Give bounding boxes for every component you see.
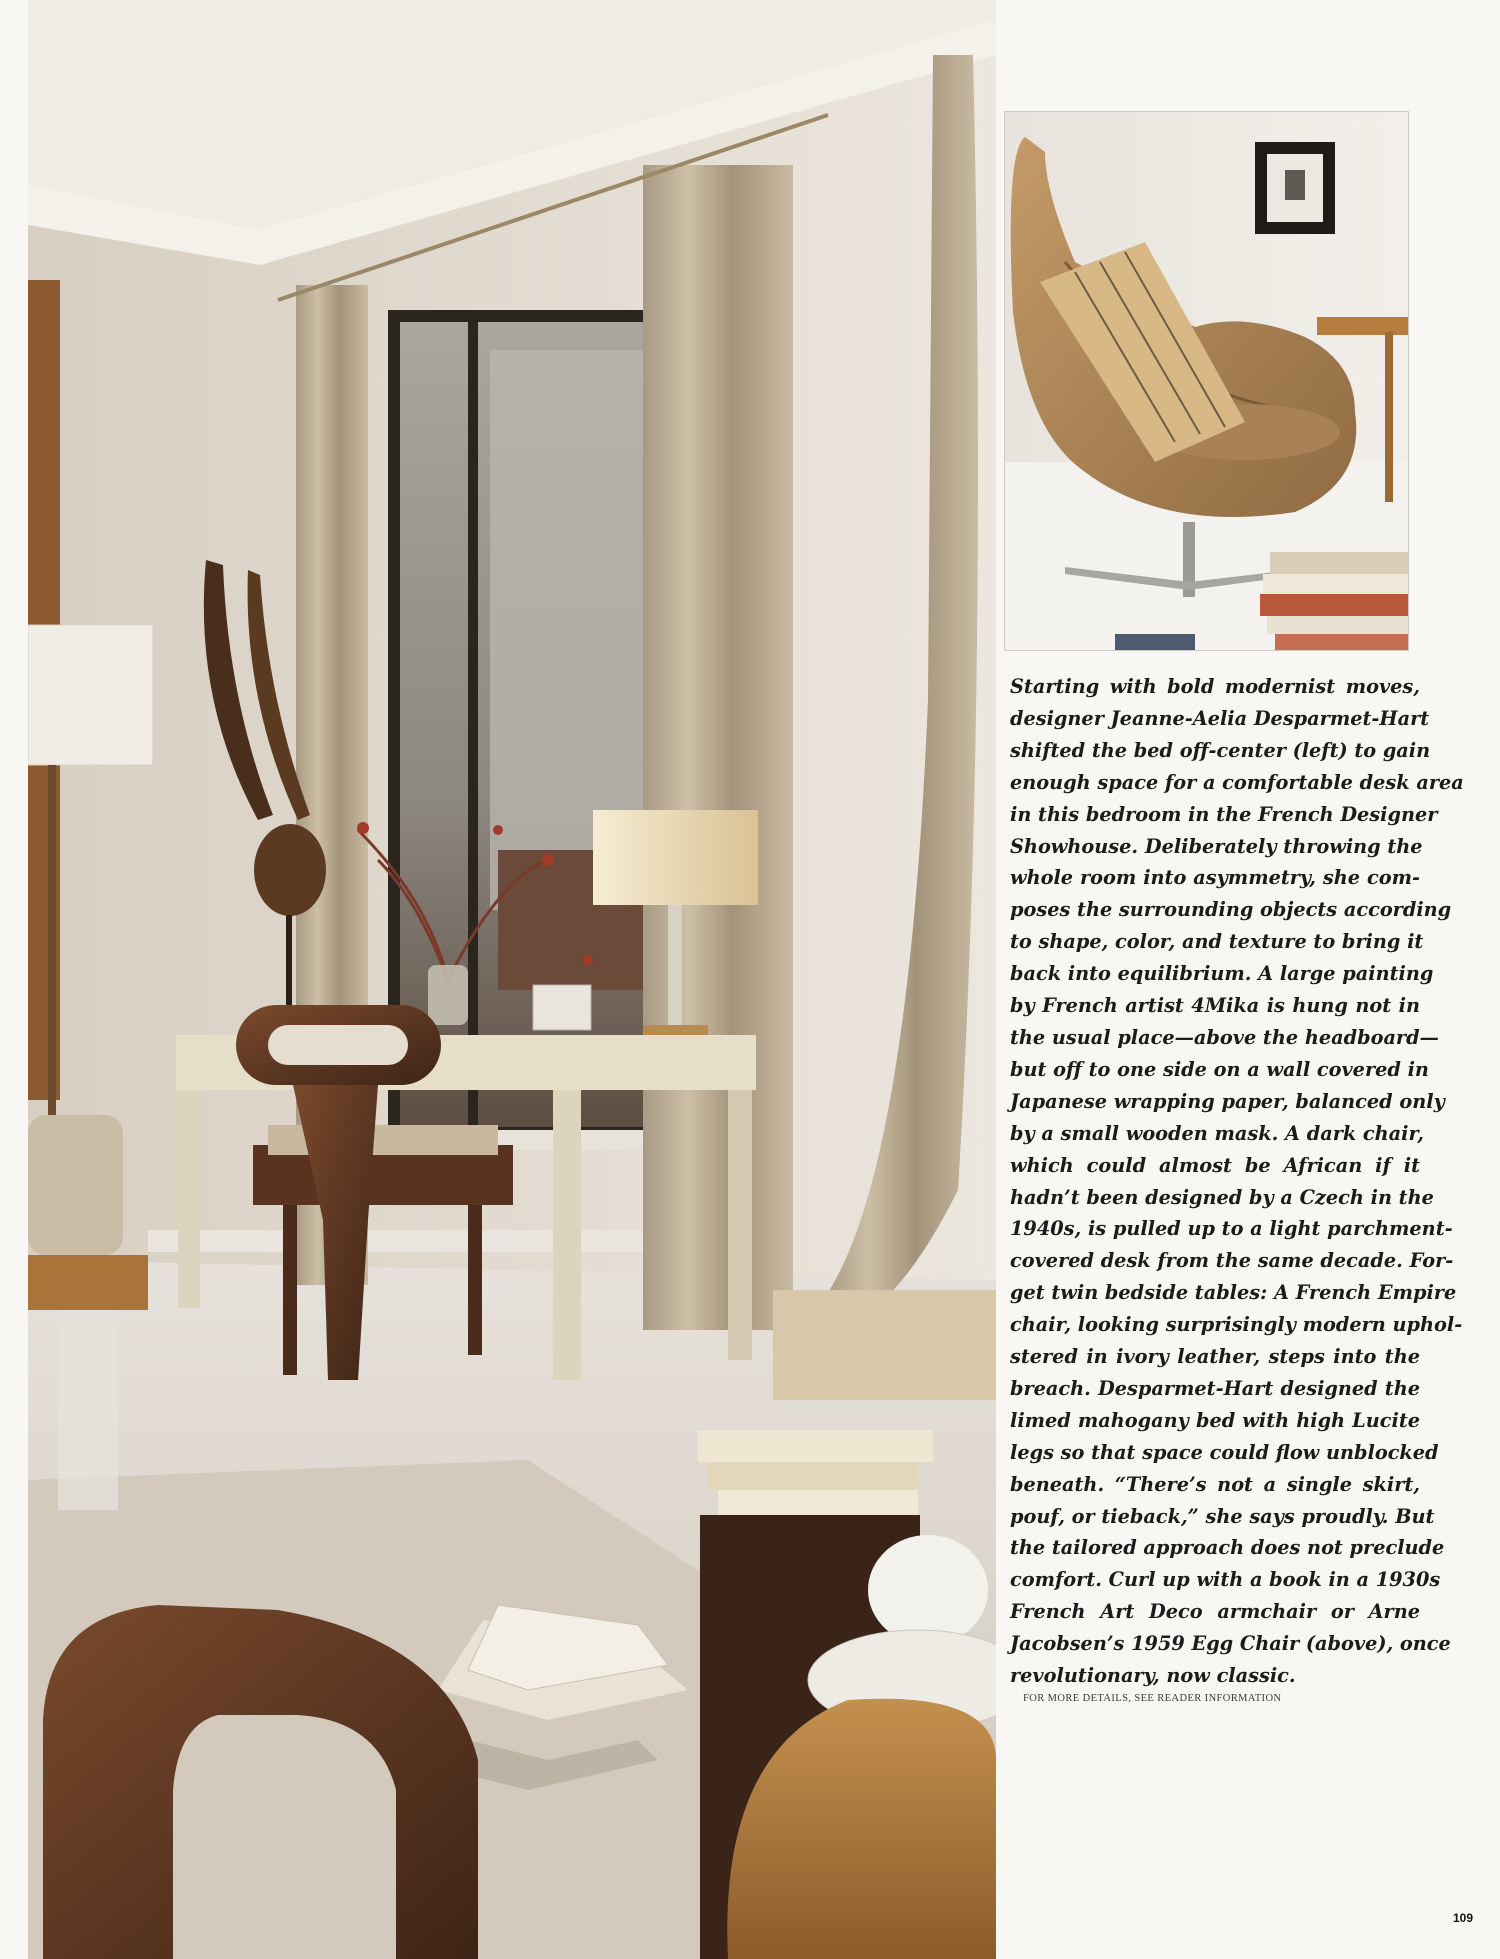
caption-line: legs so that space could flow unblocked [1010, 1440, 1439, 1464]
caption-line: by a small wooden mask. A dark chair, [1010, 1121, 1424, 1145]
caption-line: back into equilibrium. A large painting [1010, 962, 1434, 986]
caption-line: but off to one side on a wall covered in [1010, 1057, 1429, 1081]
caption-line: chair, looking surprisingly modern uphol- [1010, 1313, 1463, 1337]
caption-line: poses the surrounding objects according [1010, 898, 1452, 922]
caption-line: Starting with bold modernist moves, [1010, 675, 1420, 698]
caption-line: breach. Desparmet-Hart designed the [1010, 1376, 1420, 1400]
bedroom-photo [28, 0, 996, 1959]
caption-line: get twin bedside tables: A French Empire [1010, 1281, 1457, 1305]
caption-line: hadn’t been designed by a Czech in the [1010, 1185, 1434, 1209]
caption-line: the tailored approach does not preclude [1010, 1536, 1445, 1560]
caption-line: revolutionary, now classic. [1010, 1664, 1296, 1688]
caption-line: beneath. “There’s not a single skirt, [1010, 1472, 1420, 1496]
caption-line: which could almost be African if it [1010, 1153, 1420, 1177]
caption-line: comfort. Curl up with a book in a 1930s [1010, 1568, 1441, 1592]
caption-line: in this bedroom in the French Designer [1010, 802, 1438, 826]
caption-line: shifted the bed off-center (left) to gain [1010, 738, 1431, 762]
caption-line: Showhouse. Deliberately throwing the [1010, 834, 1423, 858]
page-number: 109 [1453, 1911, 1474, 1925]
caption-line: 1940s, is pulled up to a light parchment- [1010, 1217, 1453, 1241]
caption-line: the usual place—above the headboard— [1010, 1025, 1439, 1049]
caption-line: stered in ivory leather, steps into the [1010, 1345, 1420, 1369]
caption-line: pouf, or tieback,” she says proudly. But [1010, 1504, 1435, 1528]
caption-line: enough space for a comfortable desk area [1010, 770, 1464, 794]
caption-line: to shape, color, and texture to bring it [1010, 930, 1424, 954]
caption-line: covered desk from the same decade. For- [1010, 1249, 1454, 1273]
egg-chair-photo [1005, 112, 1408, 650]
caption-line: limed mahogany bed with high Lucite [1010, 1408, 1420, 1432]
article-caption [1010, 671, 1464, 1692]
caption-line: French Art Deco armchair or Arne [1010, 1600, 1420, 1624]
reader-information-credit: FOR MORE DETAILS, SEE READER INFORMATION [1023, 1693, 1282, 1704]
caption-line: designer Jeanne-Aelia Desparmet-Hart [1010, 706, 1430, 730]
caption-line: Japanese wrapping paper, balanced only [1010, 1089, 1445, 1113]
caption-line: Jacobsen’s 1959 Egg Chair (above), once [1010, 1632, 1451, 1656]
caption-line: whole room into asymmetry, she com- [1010, 866, 1420, 890]
caption-line: by French artist 4Mika is hung not in [1010, 994, 1420, 1018]
